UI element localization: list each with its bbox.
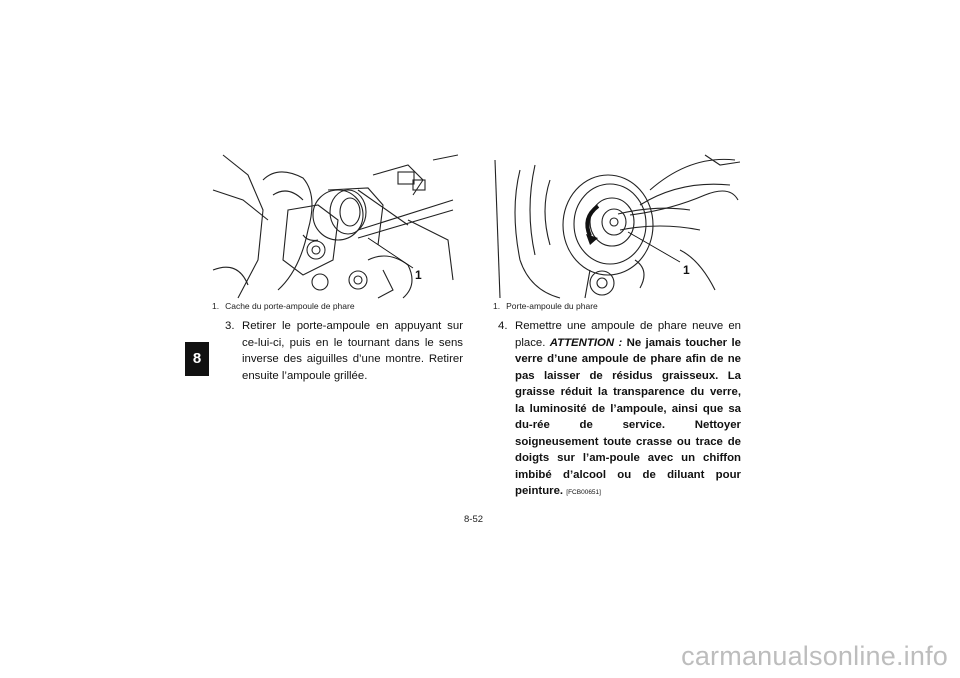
headlight-cover-illustration [208, 150, 458, 300]
warning-label: ATTENTION : [549, 336, 623, 349]
page-number: 8-52 [464, 514, 484, 525]
callout-number: 1 [415, 268, 422, 282]
caption-text: Porte-ampoule du phare [506, 301, 598, 311]
step-number: 3. [225, 320, 235, 332]
figure-right-caption [493, 301, 598, 311]
caption-number: 1. [493, 301, 501, 311]
bulb-holder-illustration [490, 150, 740, 300]
step-text: Retirer le porte-ampoule en appuyant sur ce-lui-ci, puis en le tournant dans le sens inverse des aiguilles d’une montre. Retirer ensuite l’ampoule grillée. [242, 320, 463, 382]
callout-number: 1 [683, 263, 690, 277]
caption-text: Cache du porte-ampoule de phare [225, 301, 355, 311]
step-3 [225, 318, 463, 384]
step-number: 4. [498, 320, 508, 332]
step-body [515, 318, 741, 502]
warning-text: Ne jamais toucher le verre d’une ampoule de phare afin de ne pas laisser de résidus graisseux. La graisse réduit la transparence du verre, la luminosité de l’ampoule, ainsi que sa du-rée de service. Nettoyer soigneusement toute crasse ou trace de doigts sur l’am-poule avec un chiffon imbibé d’alcool ou de diluant pour peinture. [515, 336, 741, 497]
figure-headlight-bulb-cover [208, 150, 458, 300]
figure-headlight-bulb-holder [490, 150, 740, 300]
watermark: carmanualsonline.info [681, 641, 948, 671]
chapter-tab: 8 [185, 342, 209, 376]
figure-left-caption [212, 301, 355, 311]
step-4 [498, 318, 741, 502]
reference-code: [FCB00651] [566, 489, 601, 496]
step-text: Remettre une ampoule de phare neuve en place. [515, 320, 741, 349]
caption-number: 1. [212, 301, 220, 311]
